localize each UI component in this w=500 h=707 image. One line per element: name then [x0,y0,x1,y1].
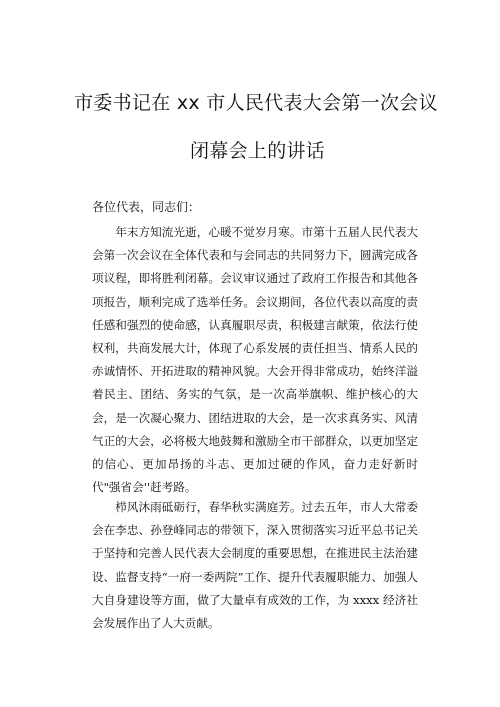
salutation: 各位代表，同志们： [92,200,201,214]
paragraph-1: 年末方知流光逝，心暖不觉岁月寒。市第十五届人民代表大会第一次会议在全体代表和与会同志的共同努力下，圆满完成各项议程，即将胜利闭幕。会议审议通过了政府工作报告和其他各项报告，顺利完成了选举任务。会议期间，各位代表以高度的责任感和强烈的使命感，认真履职尽责，积极建言献策，依法行使权利，共商发展大计，体现了心系发展的责任担当、情系人民的赤诚情怀、开拓进取的精神风貌。大会开得非常成功，始终洋溢着民主、团结、务实的气氛，是一次高举旗帜、维护核心的大会，是一次凝心聚力、团结进取的大会，是一次求真务实、风清气正的大会，必将极大地鼓舞和激励全市干部群众，以更加坚定的信心、更加昂扬的斗志、更加过硬的作风，奋力走好新时代"强省会''赶考路。 [92,225,418,495]
paragraph-2: 栉风沐雨砥砺行，春华秋实满庭芳。过去五年，市人大常委会在李忠、孙登峰同志的带领下，深入贯彻落实习近平总书记关于坚持和完善人民代表大会制度的重要思想，在推进民主法治建设、监督支持“一府一委两院”工作、提升代表履职能力、加强人大自身建设等方面，做了大量卓有成效的工作，为 xxxx 经济社会发展作出了人大贡献。 [92,500,418,631]
document-title-line-2: 闭幕会上的讲话 [190,140,326,162]
document-title-line-1: 市委书记在 xx 市人民代表大会第一次会议 [74,92,438,114]
